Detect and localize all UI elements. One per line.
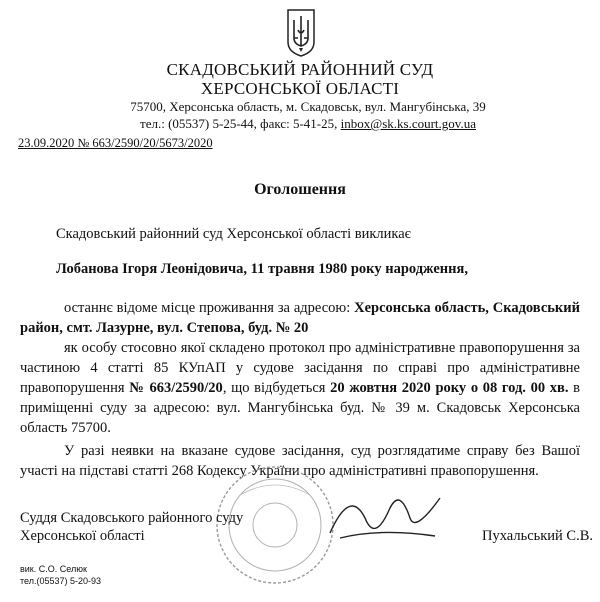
date-and-reference-number: 23.09.2020 № 663/2590/20/5673/2020 <box>18 136 213 150</box>
email-link[interactable]: inbox@sk.ks.court.gov.ua <box>340 116 476 131</box>
case-number: № 663/2590/20 <box>129 380 223 396</box>
handwritten-signature-icon <box>320 478 450 558</box>
executor-phone: тел.(05537) 5-20-93 <box>20 576 102 586</box>
judge-name: Пухальський С.В. <box>482 528 594 544</box>
summoned-person: Лобанова Ігоря Леонідовича, 11 травня 1980 року народження, <box>56 261 468 277</box>
judge-position-line1: Суддя Скадовського районного суду <box>20 510 244 526</box>
warning-text: У разі неявки на вказане судове засідання, суд розглядатиме справу без Вашої участі на підставі статті 268 Кодексу України про адміністративні правопорушення. <box>20 443 580 479</box>
case-text-3: в приміщенні суду за адресою: вул. Мангубінська буд. № 39 м. Скадовськ Херсонська область 75700. <box>20 380 580 436</box>
case-text-1: як особу стосовно якої складено протокол про адміністративне правопорушення за частиною 4 статті 85 КУпАП у судове засідання по справі про адміністративне правопорушення <box>20 340 580 396</box>
case-text-2: , що відбудеться <box>222 380 331 396</box>
trident-emblem-icon <box>286 8 316 58</box>
executor-name: вик. С.О. Селюк <box>20 564 87 574</box>
court-address: 75700, Херсонська область, м. Скадовськ, вул. Мангубінська, 39 <box>130 99 486 114</box>
address-prefix: останнє відоме місце проживання за адресою: <box>64 300 355 316</box>
court-region: ХЕРСОНСЬКОЇ ОБЛАСТІ <box>200 79 400 98</box>
hearing-datetime: 20 жовтня 2020 року о 08 год. 00 хв. <box>330 380 569 396</box>
court-name: СКАДОВСЬКИЙ РАЙОННИЙ СУД <box>166 60 434 79</box>
intro-paragraph: Скадовський районний суд Херсонської області викликає <box>56 226 411 242</box>
case-paragraph <box>20 298 580 438</box>
judge-position-line2: Херсонської області <box>20 528 145 544</box>
residence-address: Херсонська область, Скадовський район, смт. Лазурне, вул. Степова, буд. № 20 <box>20 300 580 336</box>
document-title: Оголошення <box>254 181 346 198</box>
court-contacts <box>8 116 600 132</box>
contacts-text: тел.: (05537) 5-25-44, факс: 5-41-25, <box>140 116 341 131</box>
